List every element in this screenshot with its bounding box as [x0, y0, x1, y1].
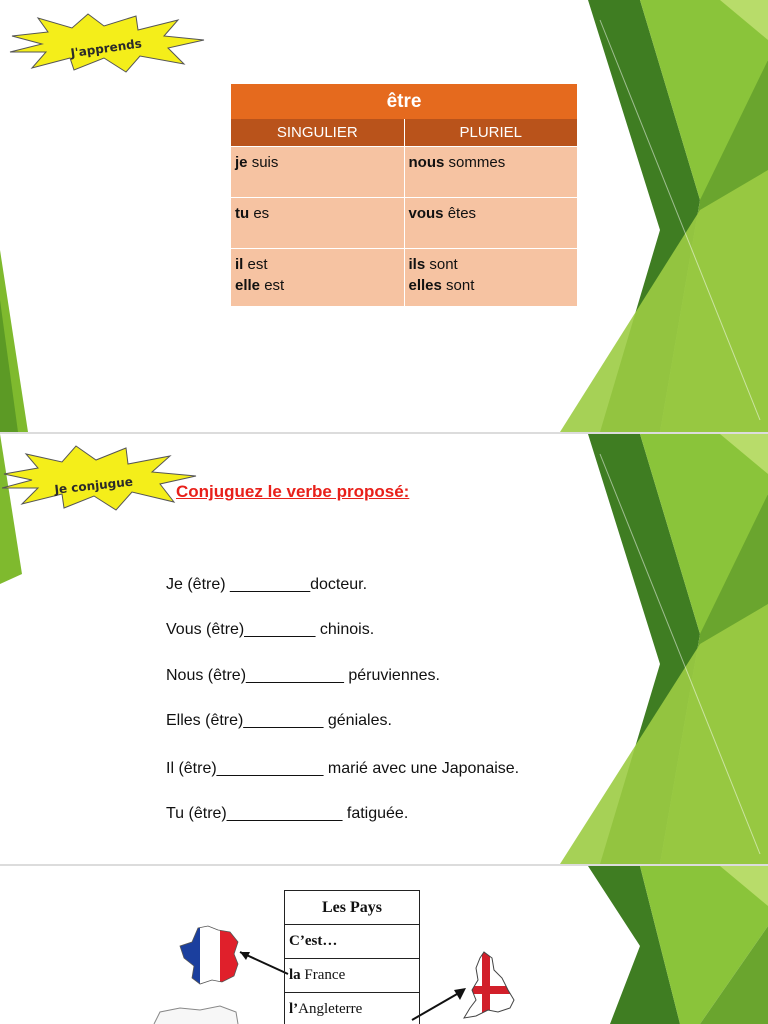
- exercise-line: Tu (être)_____________ fatiguée.: [166, 805, 409, 822]
- table-row: [231, 249, 577, 307]
- cest-cell: C’est…: [285, 925, 420, 959]
- slide-j-apprends: [0, 0, 768, 432]
- etre-conjugation-table: [231, 84, 577, 306]
- cell-singular: tu es: [231, 198, 404, 249]
- exercise-line: Il (être)____________ marié avec une Japonaise.: [166, 760, 520, 777]
- svg-text:J'apprends: J'apprends: [69, 36, 143, 61]
- france-map-icon: [178, 924, 242, 986]
- j-apprends-badge: [8, 12, 208, 76]
- map-outline-icon: [150, 1004, 240, 1024]
- england-map-icon: [458, 950, 518, 1022]
- je-conjugue-badge: [2, 444, 198, 514]
- les-pays-table: [284, 890, 420, 1024]
- cell-plural: vous êtes: [404, 198, 577, 249]
- cell-singular: je suis: [231, 147, 404, 198]
- exercise-line: Vous (être)________ chinois.: [166, 621, 375, 638]
- cell-plural: nous sommes: [404, 147, 577, 198]
- header-pluriel: PLURIEL: [404, 119, 577, 147]
- cell-plural: ils sont elles sont: [404, 249, 577, 307]
- table-header: Les Pays: [285, 891, 420, 925]
- slide-les-pays: [0, 866, 768, 1024]
- header-singulier: SINGULIER: [231, 119, 404, 147]
- exercise-line: Elles (être)_________ géniales.: [166, 712, 392, 729]
- table-row: [231, 198, 577, 249]
- table-title: être: [231, 84, 577, 119]
- table-row: [231, 147, 577, 198]
- svg-text:Je conjugue: Je conjugue: [53, 474, 134, 497]
- country-cell: l’Angleterre: [285, 993, 420, 1024]
- exercise-line: Je (être) _________docteur.: [166, 576, 368, 593]
- exercise-line: Nous (être)___________ péruviennes.: [166, 667, 440, 684]
- cell-singular: il est elle est: [231, 249, 404, 307]
- country-cell: la France: [285, 959, 420, 993]
- instruction-heading: Conjuguez le verbe proposé:: [176, 482, 410, 501]
- slide-je-conjugue: [0, 434, 768, 864]
